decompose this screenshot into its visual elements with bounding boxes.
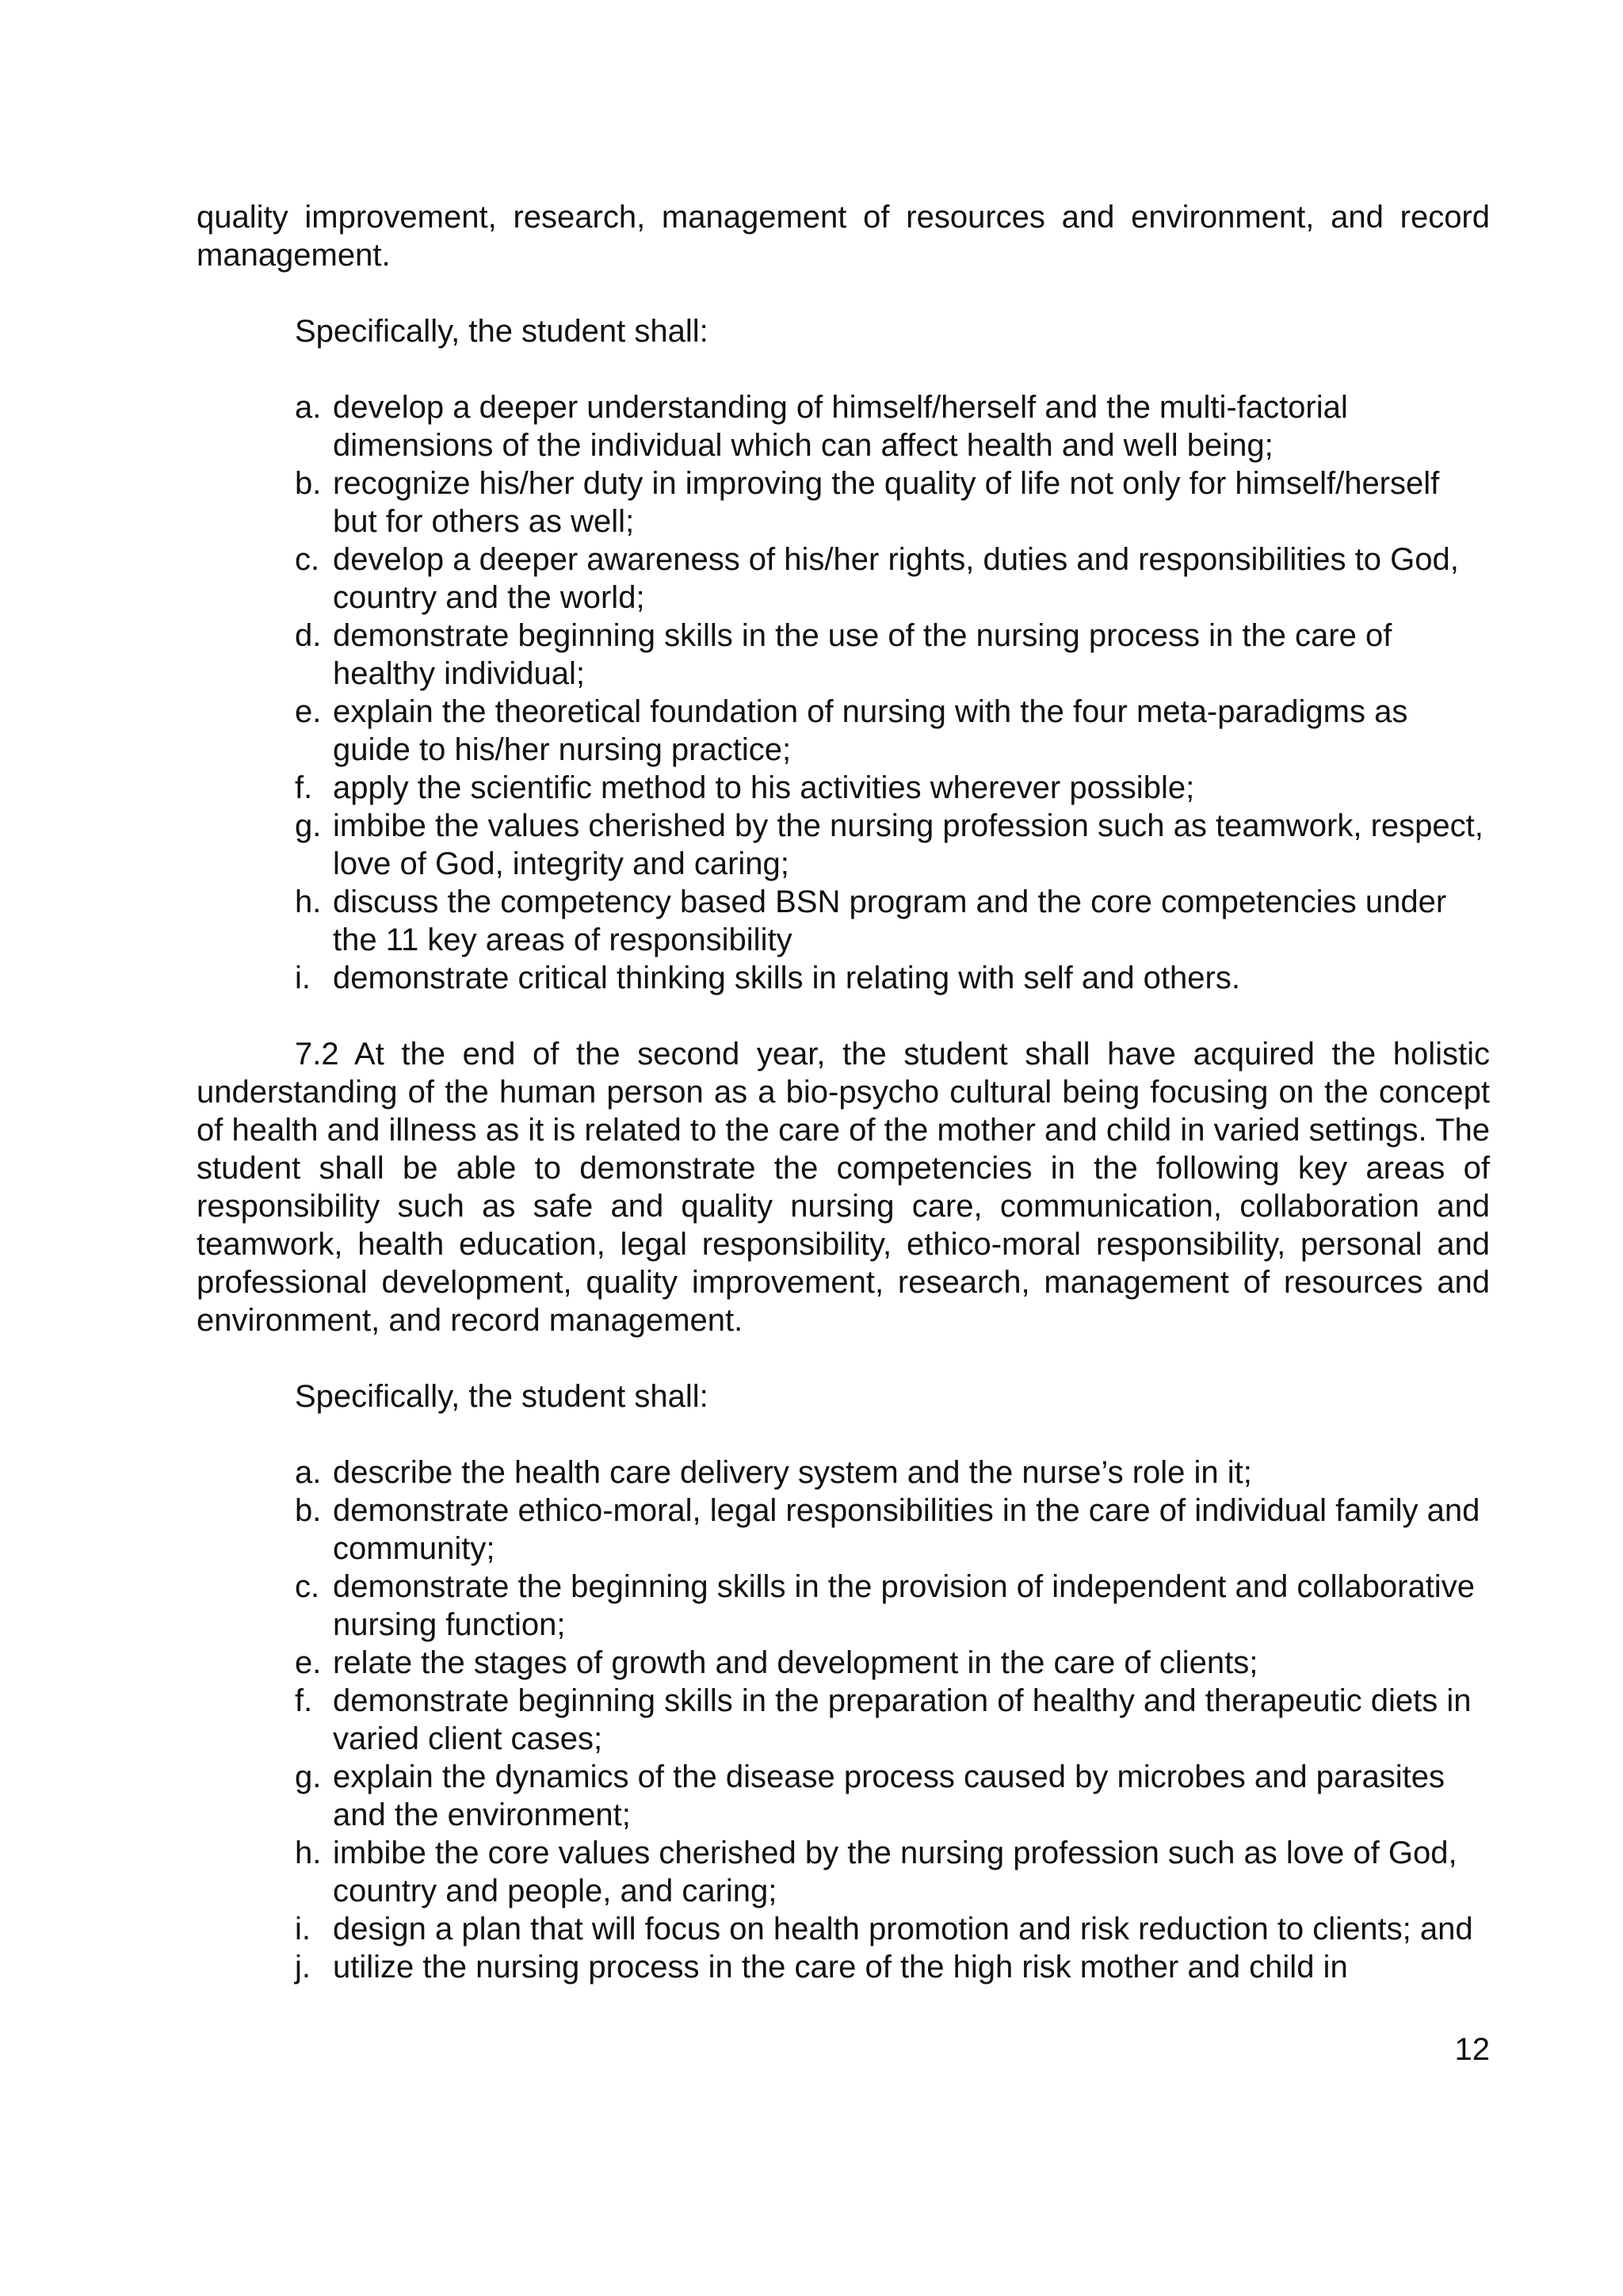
list-item [295,1948,1490,1986]
list-item [295,1644,1490,1682]
list-item-text: describe the health care delivery system and the nurse’s role in it; [333,1455,1252,1490]
list-item [295,617,1490,693]
continuation-paragraph: quality improvement, research, management of resources and environment, and record management. [197,200,1490,273]
list-item-text: recognize his/her duty in improving the quality of life not only for himself/herself but for others as well; [333,466,1440,539]
list1-lead: Specifically, the student shall: [295,314,708,349]
list-item [295,959,1490,997]
list-item [295,769,1490,807]
page-content [197,198,1490,1986]
list-item [295,1758,1490,1834]
list-item [295,1568,1490,1644]
section-7-2-paragraph: 7.2 At the end of the second year, the student shall have acquired the holistic understanding of the human person as a bio-psycho cultural being focusing on the concept of health and illness as it is related to the care of the mother and child in varied settings. The student shall be able to demonstrate the competencies in the following key areas of responsibility such as safe and quality nursing care, communication, collaboration and teamwork, health education, legal responsibility, ethico-moral responsibility, personal and professional development, quality improvement, research, management of resources and environment, and record management. [197,1037,1490,1338]
page-number: 12 [1454,2032,1490,2067]
list-marker: f. [295,770,313,805]
list-marker: i. [295,961,311,995]
list-item-text: develop a deeper awareness of his/her rights, duties and responsibilities to God, country and the world; [333,542,1459,615]
objectives-list-first-year [295,388,1490,997]
list-marker: h. [295,884,322,919]
list2-lead: Specifically, the student shall: [295,1379,708,1414]
list-item [295,1910,1490,1948]
list-item [295,464,1490,541]
list-item [295,883,1490,959]
list-item [295,1492,1490,1568]
list-item-text: demonstrate beginning skills in the use of the nursing process in the care of healthy individual; [333,618,1392,691]
list-marker: b. [295,1493,322,1528]
list-item-text: demonstrate critical thinking skills in relating with self and others. [333,961,1240,995]
list-item-text: apply the scientific method to his activities wherever possible; [333,770,1195,805]
list-marker: d. [295,618,322,653]
list-item-text: discuss the competency based BSN program and the core competencies under the 11 key areas of responsibility [333,884,1447,957]
list-item-text: develop a deeper understanding of himself/herself and the multi-factorial dimensions of the individual which can affect health and well being; [333,390,1348,463]
list-item-text: explain the theoretical foundation of nursing with the four meta-paradigms as guide to his/her nursing practice; [333,694,1408,767]
list-item-text: demonstrate the beginning skills in the provision of independent and collaborative nursing function; [333,1569,1475,1642]
list-marker: h. [295,1836,322,1870]
list-item-text: utilize the nursing process in the care of the high risk mother and child in [333,1950,1348,1985]
list-item-text: design a plan that will focus on health promotion and risk reduction to clients; and [333,1912,1473,1946]
list-item-text: relate the stages of growth and development in the care of clients; [333,1645,1258,1680]
list-marker: c. [295,542,320,577]
list-marker: c. [295,1569,320,1604]
list-item [295,807,1490,883]
list-item-text: demonstrate ethico-moral, legal responsibilities in the care of individual family and community; [333,1493,1480,1566]
list-item [295,541,1490,617]
list-item-text: imbibe the values cherished by the nursing profession such as teamwork, respect, love of God, integrity and caring; [333,808,1484,881]
list-marker: i. [295,1912,311,1946]
list-item [295,1454,1490,1492]
objectives-list-second-year [295,1454,1490,1986]
list-item-text: explain the dynamics of the disease process caused by microbes and parasites and the environment; [333,1759,1445,1832]
list-marker: a. [295,1455,322,1490]
list-marker: e. [295,1645,322,1680]
list-marker: j. [295,1950,311,1985]
spacer [197,997,1490,1035]
list-item [295,388,1490,464]
list-item-text: imbibe the core values cherished by the nursing profession such as love of God, country and people, and caring; [333,1836,1457,1908]
list-item [295,1834,1490,1910]
list-marker: f. [295,1683,313,1718]
list-item-text: demonstrate beginning skills in the preparation of healthy and therapeutic diets in varied client cases; [333,1683,1472,1756]
list-marker: b. [295,466,322,501]
list-marker: g. [295,1759,322,1794]
list-item [295,693,1490,769]
list-marker: e. [295,694,322,729]
list-item [295,1682,1490,1758]
list-marker: a. [295,390,322,425]
list-marker: g. [295,808,322,843]
